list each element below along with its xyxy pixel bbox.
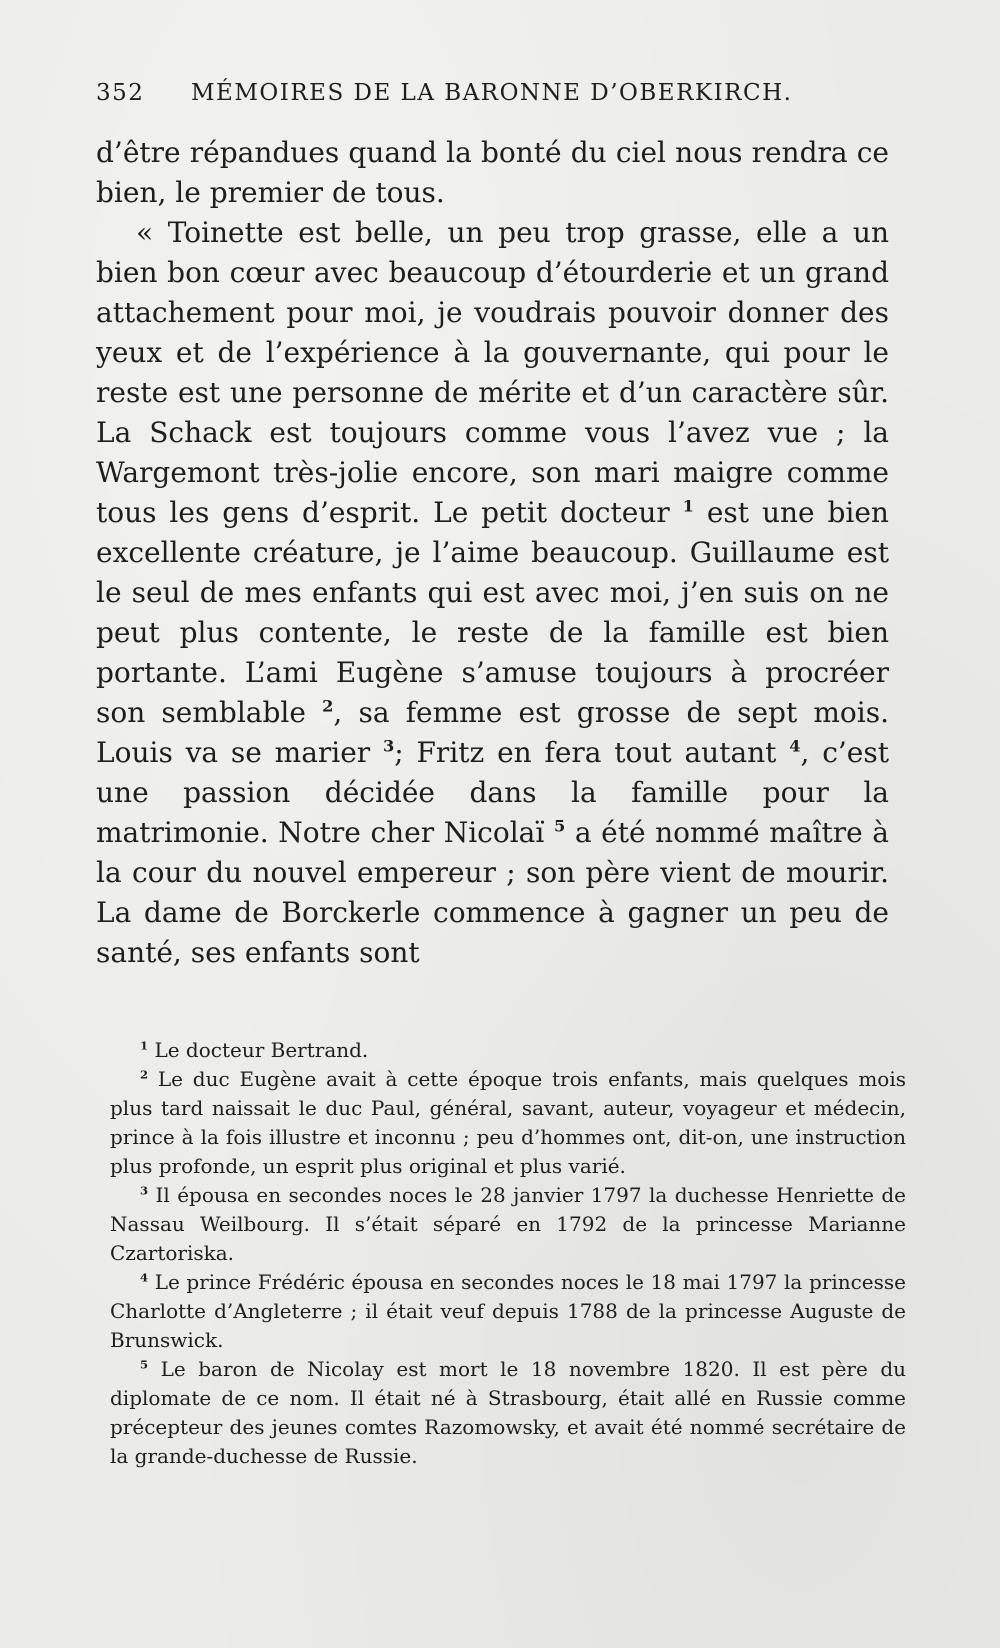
footnote-mark: 3 xyxy=(140,1183,149,1198)
footnote-ref-5: 5 xyxy=(553,816,566,836)
footnote-text: Le baron de Nicolay est mort le 18 novembre 1820. Il est père du diplomate de ce nom. Il était né à Strasbourg, était allé en Russie comme précepteur des jeunes comtes Razomowsky, et avait été nommé secrétaire de la grande-duchesse de Russie. xyxy=(110,1357,907,1468)
text-run: ; Fritz en fera tout autant xyxy=(394,736,777,769)
footnote-mark: 5 xyxy=(140,1357,149,1372)
footnote-ref-4: 4 xyxy=(789,736,801,756)
main-text xyxy=(96,133,889,973)
page-number: 352 xyxy=(96,80,145,106)
footnote-text: Le prince Frédéric épousa en secondes noces le 18 mai 1797 la princesse Charlotte d’Angleterre ; il était veuf depuis 1788 de la princesse Auguste de Brunswick. xyxy=(110,1270,906,1352)
text-run: , sa femme est grosse de sept mois. Louis va se marier xyxy=(96,696,890,769)
running-header xyxy=(96,80,916,106)
footnote xyxy=(110,1065,906,1181)
footnote-text: Le docteur Bertrand. xyxy=(154,1038,369,1062)
footnote-mark: 4 xyxy=(140,1270,149,1285)
paragraph-letter xyxy=(96,213,889,973)
footnotes xyxy=(110,1036,906,1471)
footnote-ref-1: 1 xyxy=(682,496,694,516)
footnote-text: Le duc Eugène avait à cette époque trois enfants, mais quelques mois plus tard naissait le duc Paul, général, savant, auteur, voyageur et médecin, prince à la fois illustre et inconnu ; peu d’hommes ont, dit-on, une instruction plus profonde, un esprit plus original et plus varié. xyxy=(110,1067,907,1178)
text-run: « Toinette est belle, un peu trop grasse, elle a un bien bon cœur avec beaucoup d’étourderie et un grand attachement pour moi, je voudrais pouvoir donner des yeux et de l’expérience à la gouvernante, qui pour le reste est une personne de mérite et d’un caractère sûr. La Schack est toujours comme vous l’avez vue ; la Wargemont très-jolie encore, son mari maigre comme tous les gens d’esprit. Le petit docteur xyxy=(96,216,889,529)
footnote-text: Il épousa en secondes noces le 28 janvier 1797 la duchesse Henriette de Nassau Weilbourg. Il s’était séparé en 1792 de la princesse Marianne Czartoriska. xyxy=(110,1183,906,1265)
footnote-ref-3: 3 xyxy=(382,736,395,756)
footnote xyxy=(110,1355,906,1471)
footnote-ref-2: 2 xyxy=(322,696,334,716)
running-title: MÉMOIRES DE LA BARONNE D’OBERKIRCH. xyxy=(191,80,793,106)
footnote xyxy=(110,1036,906,1065)
footnote xyxy=(110,1181,906,1268)
text-run: a été nommé maître à la cour du nouvel empereur ; son père vient de mourir. La dame de Borckerle commence à gagner un peu de santé, ses enfants sont xyxy=(96,816,890,969)
paragraph-continuation: d’être répandues quand la bonté du ciel nous rendra ce bien, le premier de tous. xyxy=(96,136,889,209)
footnote xyxy=(110,1268,906,1355)
text-run: est une bien excellente créature, je l’aime beaucoup. Guillaume est le seul de mes enfants qui est avec moi, j’en suis on ne peut plus contente, le reste de la famille est bien portante. L’ami Eugène s’amuse toujours à procréer son semblable xyxy=(96,496,889,729)
footnote-mark: 1 xyxy=(140,1038,149,1053)
footnote-mark: 2 xyxy=(140,1067,149,1082)
text-run: , c’est une passion décidée dans la famille pour la matrimonie. Notre cher Nicolaï xyxy=(96,736,889,849)
